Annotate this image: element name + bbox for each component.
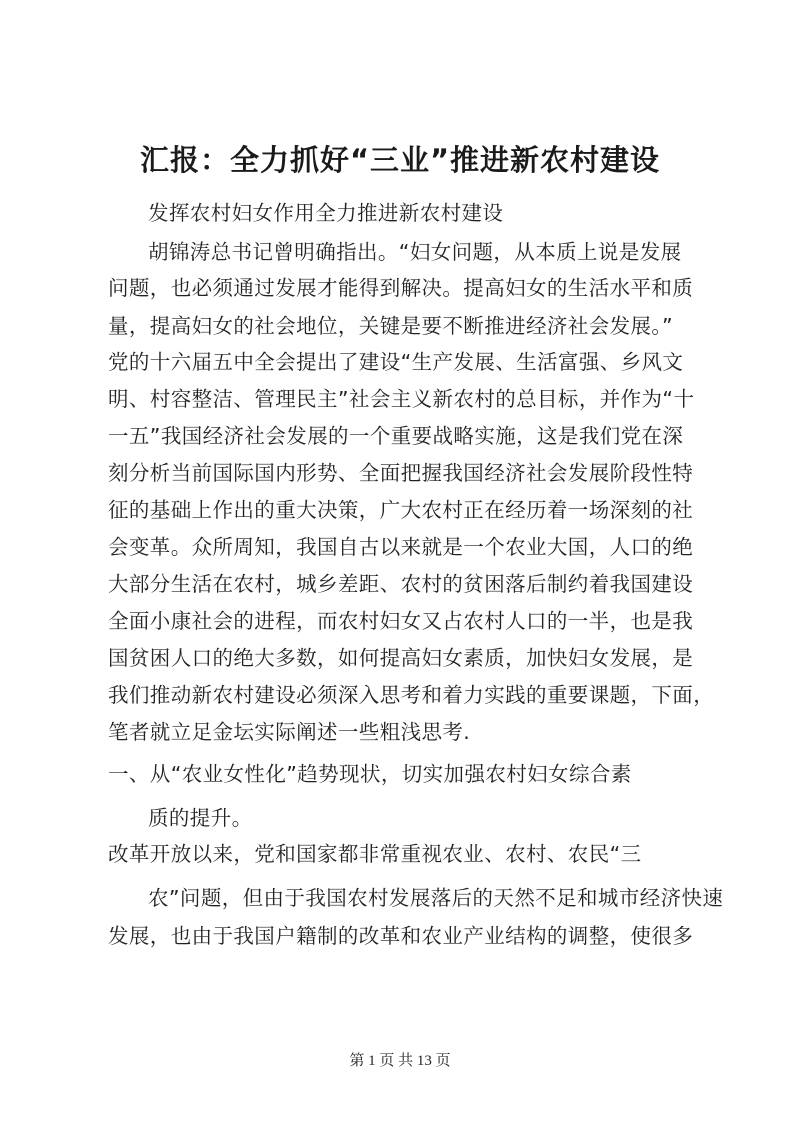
paragraph-line: 明、村容整洁、管理民主”社会主义新农村的总目标，并作为“十 <box>108 387 695 411</box>
paragraph-line: 笔者就立足金坛实际阐述一些粗浅思考. <box>108 720 471 744</box>
paragraph-line: 刻分析当前国际国内形势、全面把握我国经济社会发展阶段性特 <box>108 461 694 485</box>
section-heading-line: 质的提升。 <box>148 806 253 830</box>
paragraph-line: 问题，也必须通过发展才能得到解决。提高妇女的生活水平和质 <box>108 276 694 300</box>
paragraph-line: 一、从“农业女性化”趋势现状，切实加强农村妇女综合素 <box>108 762 632 786</box>
paragraph-line: 量，提高妇女的社会地位，关键是要不断推进经济社会发展。” <box>108 314 674 338</box>
paragraph-line: 发展，也由于我国户籍制的改革和农业产业结构的调整，使很多 <box>108 924 694 948</box>
paragraph-line: 征的基础上作出的重大决策，广大农村正在经历着一场深刻的社 <box>108 498 694 522</box>
paragraph-line: 农”问题，但由于我国农村发展落后的天然不足和城市经济快速 <box>148 886 724 910</box>
section-heading-line: 改革开放以来，党和国家都非常重视农业、农村、农民“三 <box>108 842 642 866</box>
paragraph-line: 胡锦涛总书记曾明确指出。“妇女问题，从本质上说是发展 <box>148 240 682 264</box>
page-number: 第 1 页 共 13 页 <box>349 1053 451 1069</box>
paragraph-line: 一五”我国经济社会发展的一个重要战略实施，这是我们党在深 <box>108 424 684 448</box>
paragraph-line: 大部分生活在农村，城乡差距、农村的贫困落后制约着我国建设 <box>108 572 694 596</box>
paragraph-line: 我们推动新农村建设必须深入思考和着力实践的重要课题，下面， <box>108 683 715 707</box>
subtitle-line: 发挥农村妇女作用全力推进新农村建设 <box>148 201 504 225</box>
paragraph-line: 全面小康社会的进程，而农村妇女又占农村人口的一半，也是我 <box>108 609 694 633</box>
paragraph-line: 会变革。众所周知，我国自古以来就是一个农业大国，人口的绝 <box>108 535 694 559</box>
paragraph-line: 国贫困人口的绝大多数，如何提高妇女素质，加快妇女发展，是 <box>108 646 694 670</box>
document-title: 汇报：全力抓好“三业”推进新农村建设 <box>139 143 661 177</box>
paragraph-line: 党的十六届五中全会提出了建设“生产发展、生活富强、乡风文 <box>108 350 684 374</box>
